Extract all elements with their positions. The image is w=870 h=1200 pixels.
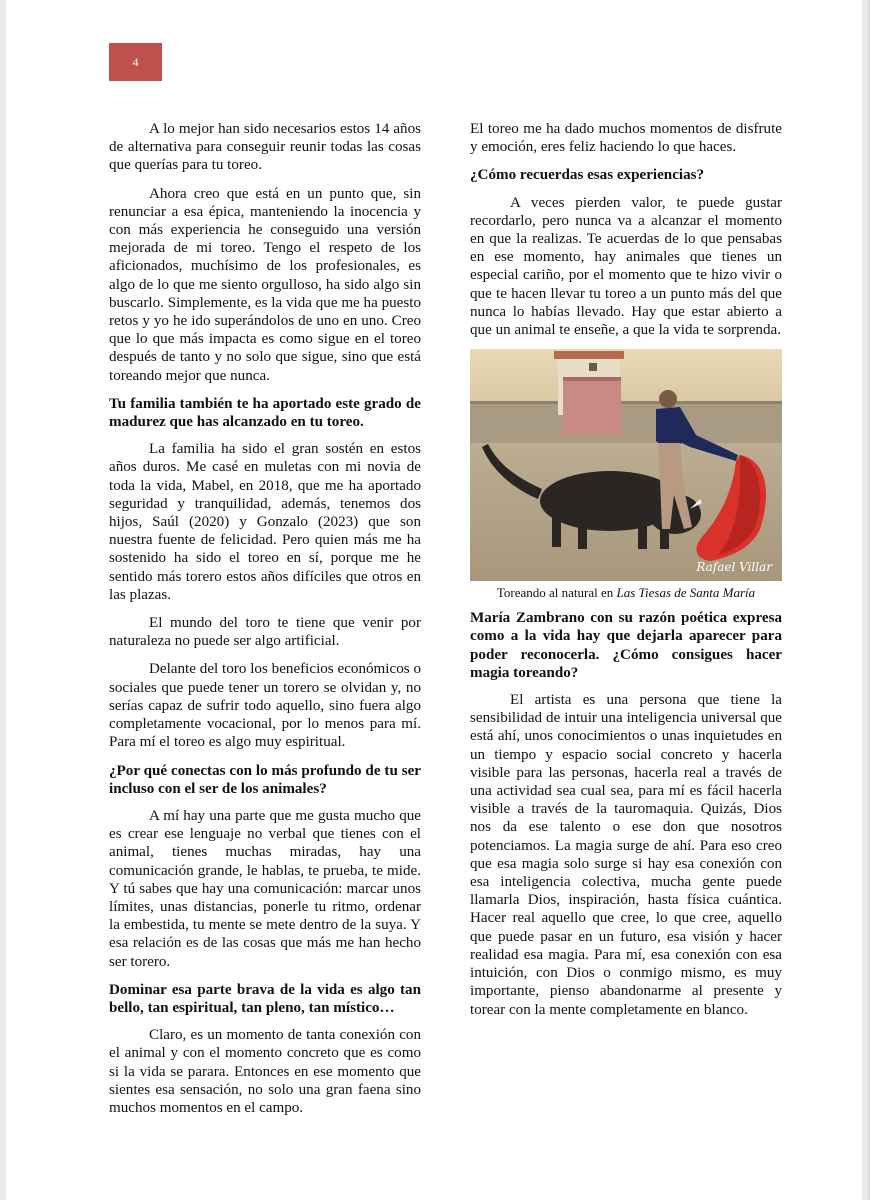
interview-question: ¿Cómo recuerdas esas experiencias? [470,167,705,184]
answer-paragraph: A veces pierden valor, te puede gustar recordarlo, pero nunca va a alcanzar el momento en que la realizas. Te acuerdas de lo que pensabas en ese momento, hay animales que tienes un especial cariño, por el momento que te hizo vivir o que te hacen llevar tu toreo a un punto más del que nunca lo habías llevado. Hay que estar abierto a que un animal te enseñe, a que la vida te sorprenda. [470,194,782,339]
answer-paragraph: Claro, es un momento de tanta conexión con el animal y con el momento concreto que es como si la vida se parara. Entonces en ese momento que sientes esa sensación, no solo una gran faena sino muchos momentos en el campo. [109,1027,421,1116]
interview-question: Tu familia también te ha aportado este grado de madurez que has alcanzado en tu toreo. [109,395,421,431]
answer-paragraph: Delante del toro los beneficios económicos o sociales que puede tener un torero se olvidan y, no serías capaz de sufrir todo aquello, sino fuera algo completamente vocacional, por lo menos para mí. Para mí el toreo es algo muy espiritual. [109,661,421,751]
caption-place: Las Tiesas de Santa María [616,585,756,601]
answer-paragraph: Ahora creo que está en un punto que, sin renunciar a esa épica, manteniendo la inocencia y con más experiencia he conseguido una versión mejorada de mi toreo. Tengo el respeto de los aficionados, muchísimo de los profesionales, es algo de lo que me siento orgulloso, ha sido algo sin buscarlo. Simplemente, es la vida que me ha puesto retos y yo he ido superándolos de uno en uno. Creo que lo que más impacta es como sigue en el toreo después de tanto y no solo que sigue, sino que está toreando mejor que nunca. [109,185,421,384]
interview-question: Dominar esa parte brava de la vida es algo tan bello, tan espiritual, tan pleno, tan místico… [109,981,421,1016]
answer-paragraph: A mí hay una parte que me gusta mucho que es crear ese lenguaje no verbal que tienes con el animal, tienes muchas miradas, hay una comunicación grande, le hablas, te prueba, te mide. Y tú sabes que hay una comunicación: marcar unos límites, unas distancias, ponerle tu ritmo, ordenar la embestida, tu mente se mete dentro de la suya. Y esa relación es de las cosas que más me han hecho ser torero. [109,807,421,970]
interview-question: ¿Por qué conectas con lo más profundo de tu ser incluso con el ser de los animales? [109,762,421,797]
right-column [470,120,782,1029]
bullfight-photo [470,349,782,581]
answer-paragraph: El artista es una persona que tiene la sensibilidad de intuir una inteligencia universal que está ahí, unos conocimientos o unas inquietudes en un tiempo y espacio social concreto y hacerla visible para las personas, hacerla real a través de una actividad sea cual sea, para mí es fácil hacerla visible a través de la tauromaquia. Quizás, Dios nos da ese talento o ese don que nosotros potenciamos. La magia surge de ahí. Para eso creo que esa magia solo surge si hay esa conexión con esa inteligencia colectiva, mucha gente puede llamarla Dios, inspiración, hasta física cuántica. Hacer real aquello que cree, lo que cree, aquello que puede pasar en un futuro, esa visión y hacer realidad esa magia. Para mí, esa conexión con esa intuición, con Dios o conmigo mismo, es muy importante, pienso abandonarme al presente y torear con la mente completamente en blanco. [470,692,782,1018]
right-column-bottom [470,609,782,1018]
answer-paragraph: La familia ha sido el gran sostén en estos años duros. Me casé en muletas con mi novia de toda la vida, Mabel, en 2018, que me ha aportado seguridad y tranquilidad, además, tenemos dos hijos, Saúl (2020) y Gonzalo (2023) que son nuestra fuente de felicidad. Pero quien más me ha sostenido ha sido el toreo en sí, porque me he sentido más torero estos años difíciles que otros en las plazas. [109,441,421,603]
left-column [109,120,421,1127]
answer-paragraph: A lo mejor han sido necesarios estos 14 años de alternativa para conseguir reunir todas las cosas que querías para tu toreo. [109,121,421,174]
answer-paragraph: El toreo me ha dado muchos momentos de disfrute y emoción, eres feliz haciendo lo que haces. [470,121,782,156]
answer-paragraph: El mundo del toro te tiene que venir por naturaleza no puede ser algo artificial. [109,615,421,650]
magazine-page [6,0,862,1200]
page-number-badge: 4 [109,43,162,81]
right-column-top [470,120,782,339]
photo-credit: Rafael Villar [696,560,772,575]
caption-text: Toreando al natural en [496,585,617,601]
interview-question: María Zambrano con su razón poética expresa como a la vida hay que dejarla aparecer para poder reconocerla. ¿Cómo consigues hacer magia toreando? [470,610,782,681]
bullfight-photo-image [470,349,782,581]
photo-caption [470,585,782,601]
